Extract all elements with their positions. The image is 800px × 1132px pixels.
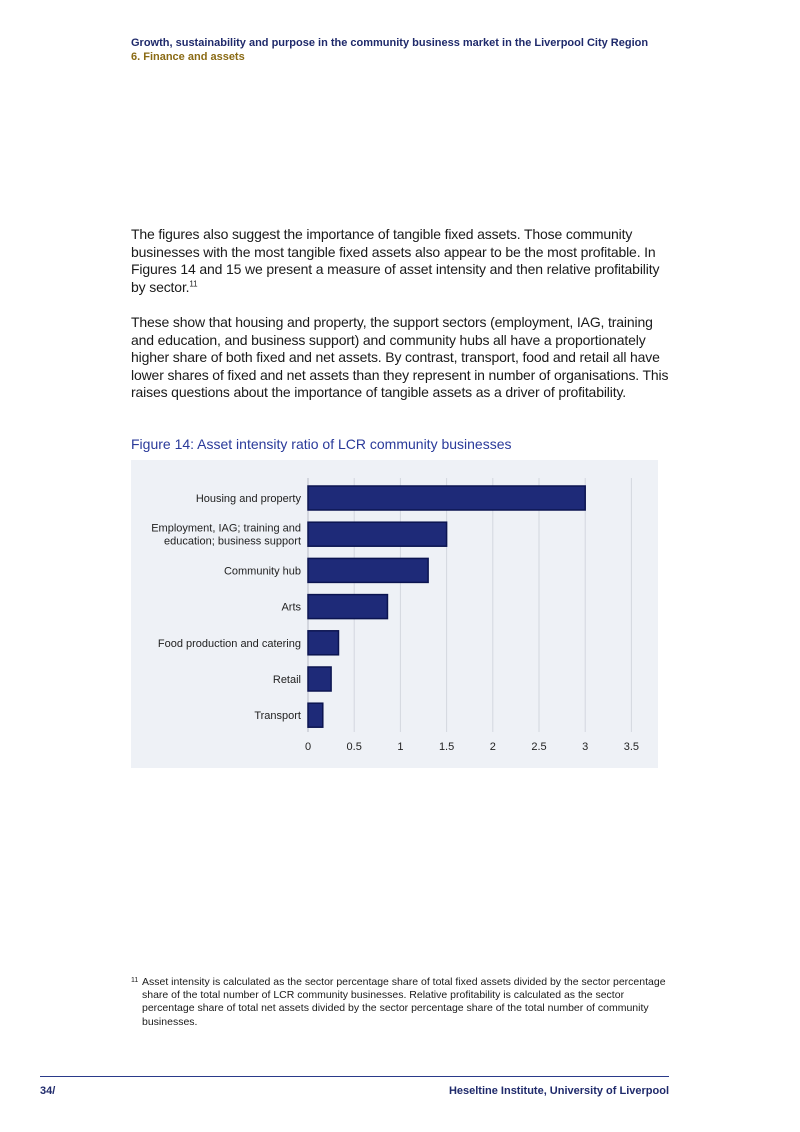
bar bbox=[308, 631, 338, 655]
bar bbox=[308, 667, 331, 691]
figure-caption: Figure 14: Asset intensity ratio of LCR community businesses bbox=[131, 436, 512, 452]
chart-svg bbox=[131, 460, 658, 768]
category-label: Community hub bbox=[223, 565, 301, 578]
x-tick-label: 2.5 bbox=[531, 741, 547, 753]
paragraph-1-text: The figures also suggest the importance of tangible fixed assets. Those community businesses with the most tangible fixed assets also appear to be the most profitable. In Figures 14 and 15 we present a measure of asset intensity and then relative profitability by sector. bbox=[131, 226, 660, 295]
bar bbox=[308, 703, 323, 727]
x-tick-label: 3 bbox=[582, 741, 589, 753]
category-label: education; business support bbox=[164, 535, 301, 548]
footnote-ref[interactable]: 11 bbox=[189, 279, 198, 289]
x-tick-label: 0 bbox=[304, 741, 312, 753]
footnote bbox=[131, 976, 671, 1029]
footer-divider bbox=[40, 1076, 669, 1077]
category-label: Food production and catering bbox=[157, 637, 301, 650]
category-label: Retail bbox=[272, 674, 301, 686]
page-number: 34/ bbox=[40, 1085, 56, 1097]
x-tick-label: 2 bbox=[489, 741, 496, 753]
x-tick-label: 1.5 bbox=[438, 741, 455, 753]
x-tick-label: 0.5 bbox=[346, 741, 362, 753]
bar bbox=[308, 486, 585, 510]
category-label: Employment, IAG; training and bbox=[151, 522, 301, 535]
category-label: Housing and property bbox=[195, 493, 301, 505]
x-tick-label: 1 bbox=[397, 741, 404, 753]
category-label: Arts bbox=[281, 601, 301, 614]
bar bbox=[308, 522, 447, 546]
x-tick-label: 3.5 bbox=[623, 741, 640, 753]
category-label: Transport bbox=[254, 710, 301, 723]
running-header-title: Growth, sustainability and purpose in the community business market in the Liverpool City Region bbox=[131, 37, 649, 49]
bar bbox=[308, 595, 387, 619]
footnote-text: Asset intensity is calculated as the sector percentage share of total fixed assets divided by the sector percentage share of the total number of LCR community businesses. Relative profitability is calculated as the sector percentage share of total net assets divided by the sector percentage share of the total number of community businesses. bbox=[142, 976, 666, 1028]
running-header-section: 6. Finance and assets bbox=[131, 51, 245, 63]
body-paragraph-2: These show that housing and property, the support sectors (employment, IAG, training and education, and business support) and community hubs all have a proportionately higher share of both fixed and net assets. By contrast, transport, food and retail all have lower shares of fixed and net assets than they represent in number of organisations. This raises questions about the importance of tangible assets as a driver of profitability. bbox=[131, 314, 669, 401]
body-paragraph-1 bbox=[131, 226, 671, 296]
publisher-credit: Heseltine Institute, University of Liverpool bbox=[448, 1085, 669, 1097]
bar-chart bbox=[131, 460, 658, 768]
bar bbox=[308, 558, 428, 582]
footnote-number: 11 bbox=[131, 977, 139, 984]
